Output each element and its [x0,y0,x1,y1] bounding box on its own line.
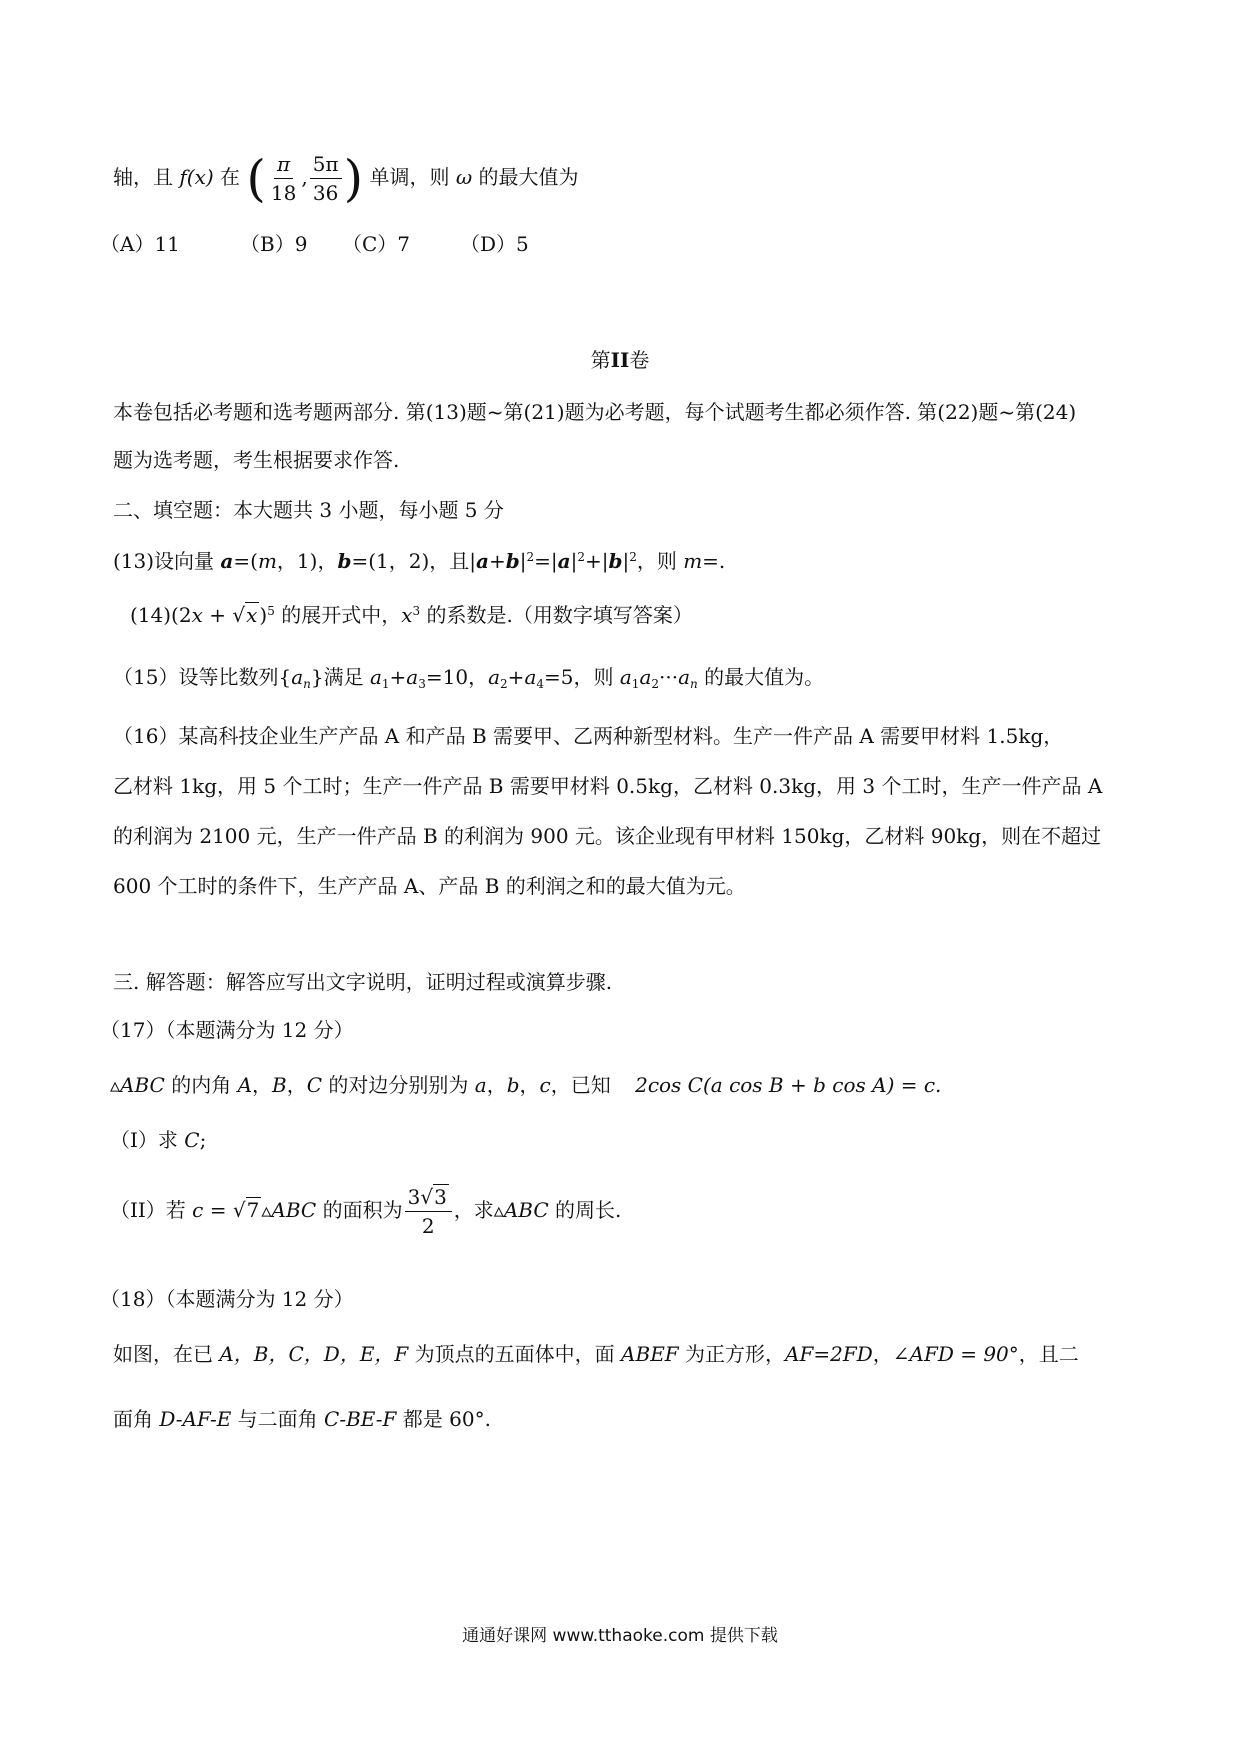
part2-t3: 的周长. [548,1198,622,1222]
q13-t4: =(1，2)，且| [351,549,476,573]
var-a: a [639,665,652,689]
q13-t7: =| [534,549,558,573]
sub: 1 [631,677,640,691]
angle-afd: ∠AFD = 90° [892,1342,1019,1366]
q15-t3: + [389,665,407,689]
q18-t3: 为正方形， [678,1342,786,1366]
triangle-symbol: ▵ [493,1198,504,1222]
var-c: c [192,1198,204,1222]
part1-pre: （I）求 [110,1128,185,1152]
frac2-numerator: 5π [310,150,342,179]
q13-t9: +| [584,549,609,573]
q15-t5: + [507,665,525,689]
equals: = [203,1198,233,1222]
q13-t10: | [622,549,630,573]
vec-b: b [608,549,623,573]
q17-t3: ，已知 [550,1073,611,1097]
q17-part1 [110,1128,206,1152]
sup: 2 [526,550,535,564]
q18-line1 [113,1342,1079,1366]
q13-t3: ，1)， [276,549,338,573]
q18-l2-t3: 都是 60°. [396,1407,491,1431]
comma: ， [252,1073,273,1097]
part2-pre: （II）若 [110,1198,193,1222]
q12-mid-text: 在 [220,165,241,189]
radicand: 7 [246,1198,260,1222]
var-a: a [619,665,632,689]
var-C: C [184,1128,200,1152]
comma: ， [519,1073,540,1097]
af-eq: AF=2FD [785,1342,873,1366]
dihedral-2: C-BE-F [324,1407,397,1431]
q12-prefix-text: 轴，且 [113,165,173,189]
title-pre: 第 [590,348,611,372]
comma: ， [486,1073,507,1097]
vec-a: a [557,549,571,573]
q16-line4: 600 个工时的条件下，生产产品 A、产品 B 的利润之和的最大值为元。 [113,874,746,898]
fraction-5pi-36 [310,150,342,207]
q13-t12: =. [702,549,726,573]
sub: 2 [500,677,508,691]
q15-text [113,665,824,689]
q13-t2: =( [233,549,258,573]
sup: 2 [577,550,585,564]
q18-header: （18）（本题满分为 12 分） [100,1287,354,1311]
var-a: a [406,665,419,689]
q16-line1: （16）某高科技企业生产产品 A 和产品 B 需要甲、乙两种新型材料。生产一件产品 A 需要甲材料 1.5kg， [113,724,1064,748]
fraction-pi-18 [268,150,299,207]
q17-stem [110,1073,941,1097]
sub: 1 [381,677,390,691]
option-a: （A）11 [100,232,180,256]
q14-t5: 的系数是.（用数字填写答案） [420,603,693,627]
q13-t6: | [519,549,527,573]
q14-t1: (14)(2 [130,603,192,627]
var-A: A [237,1073,253,1097]
var-a: a [488,665,501,689]
sqrt-7: √7 [232,1198,260,1222]
option-b: （B）9 [240,232,308,256]
q17-part2 [110,1180,621,1240]
q14-t3: ) [259,603,268,627]
face-abef: ABEF [621,1342,679,1366]
q18-l2-t2: 与二面角 [231,1407,325,1431]
sub: n [690,677,698,691]
open-paren: ( [246,149,266,208]
var-m: m [683,549,703,573]
var-B: B [272,1073,287,1097]
fill-in-heading: 二、填空题：本大题共 3 小题，每小题 5 分 [113,498,504,522]
triangle-symbol: ▵ [110,1073,121,1097]
page-footer: 通通好课网 www.tthaoke.com 提供下载 [462,1626,778,1646]
vec-a: a [220,549,234,573]
q15-t4: =10， [425,665,489,689]
tri-abc: ABC [271,1198,317,1222]
solutions-heading: 三. 解答题：解答应写出文字说明，证明过程或演算步骤. [113,970,613,994]
tri-abc: ABC [503,1198,549,1222]
comma: ， [872,1342,893,1366]
q16-line2: 乙材料 1kg，用 5 个工时；生产一件产品 B 需要甲材料 0.5kg，乙材料 0.3kg，用 3 个工时，生产一件产品 A [113,774,1103,798]
q18-l2-t1: 面角 [113,1407,160,1431]
q15-t1: （15）设等比数列{ [113,665,292,689]
q15-t7: ··· [659,665,679,689]
q13-t1: (13)设向量 [113,549,221,573]
area-numerator [405,1183,452,1212]
triangle-symbol: ▵ [261,1198,272,1222]
dihedral-1: D-AF-E [159,1407,232,1431]
section2-intro-line2: 题为选考题，考生根据要求作答. [113,448,400,472]
q13-t8: | [570,549,578,573]
radicand: x [246,603,258,627]
q12-fx: f(x) [179,165,214,189]
vec-b: b [505,549,520,573]
var-C: C [306,1073,323,1097]
section2-intro-line1: 本卷包括必考题和选考题两部分. 第(13)题~第(21)题为必考题，每个试题考生都必须作答. 第(22)题~第(24) [113,400,1077,424]
q12-options [100,232,529,256]
q13-t5: + [488,549,506,573]
sqrt-3: √3 [420,1185,447,1209]
vec-b: b [337,549,352,573]
q12-omega: ω [455,165,473,189]
var-a: a [369,665,382,689]
sqrt-x: √x [232,603,258,627]
var-m: m [257,549,277,573]
var-b: b [506,1073,520,1097]
var-a: a [678,665,691,689]
title-post: 卷 [629,348,650,372]
part1-post: ; [199,1128,207,1152]
part2-t2: ，求 [453,1198,494,1222]
q17-t2: 的对边分别别为 [322,1073,475,1097]
q16-line3: 的利润为 2100 元，生产一件产品 B 的利润为 900 元。该企业现有甲材料 150kg，乙材料 90kg，则在不超过 [113,824,1102,848]
tri-abc: ABC [120,1073,165,1097]
sub: 3 [418,677,426,691]
var-a: a [291,665,304,689]
frac1-denominator: 18 [270,181,297,205]
q12-stem: 轴，且 f(x) 在 ( $\frac{\pi}{18}$ , $\frac{5\pi}{36}$ ) 单调，则 ω 的最大值为 [113,149,579,208]
q18-t2: 为顶点的五面体中，面 [408,1342,622,1366]
q17-header: （17）（本题满分为 12 分） [100,1018,354,1042]
q18-line2 [113,1407,491,1431]
var-c: c [539,1073,551,1097]
q14-t2: + [202,603,233,627]
q13-text [113,549,725,573]
close-paren: ) [343,149,364,208]
q14-text [130,603,693,627]
var-x: x [191,603,203,627]
q15-t6: =5，则 [544,665,620,689]
sub: 4 [536,677,545,691]
num-coef: 3 [407,1185,421,1209]
fraction-area [405,1183,452,1240]
sup: 3 [412,604,421,618]
frac1-numerator: π [274,150,293,179]
q14-t4: 的展开式中， [274,603,402,627]
option-c: （C）7 [342,232,411,256]
section2-title [0,348,1240,372]
area-denominator: 2 [421,1214,435,1238]
q15-t2: }满足 [310,665,370,689]
q15-t8: 的最大值为。 [697,665,825,689]
vertices: A，B，C，D，E，F [219,1342,409,1366]
q12-suffix2: 的最大值为 [478,165,579,189]
comma: ， [286,1073,307,1097]
q12-suffix1: 单调，则 [369,165,450,189]
q18-t5: ，且二 [1018,1342,1079,1366]
var-a: a [474,1073,487,1097]
frac2-denominator: 36 [312,181,339,205]
q17-formula: 2cos C(a cos B + b cos A) = c. [635,1073,942,1097]
title-roman: II [610,348,630,372]
var-a: a [524,665,537,689]
radicand: 3 [434,1185,447,1209]
q13-t11: ，则 [636,549,684,573]
q18-t1: 如图，在已 [113,1342,220,1366]
option-d: （D）5 [460,232,529,256]
sup: 2 [629,550,637,564]
sub: n [303,677,311,691]
sup: 5 [267,604,275,618]
var-x: x [401,603,413,627]
q17-t1: 的内角 [164,1073,238,1097]
part2-t1: 的面积为 [316,1198,403,1222]
vec-a: a [476,549,489,573]
sub: 2 [651,677,660,691]
